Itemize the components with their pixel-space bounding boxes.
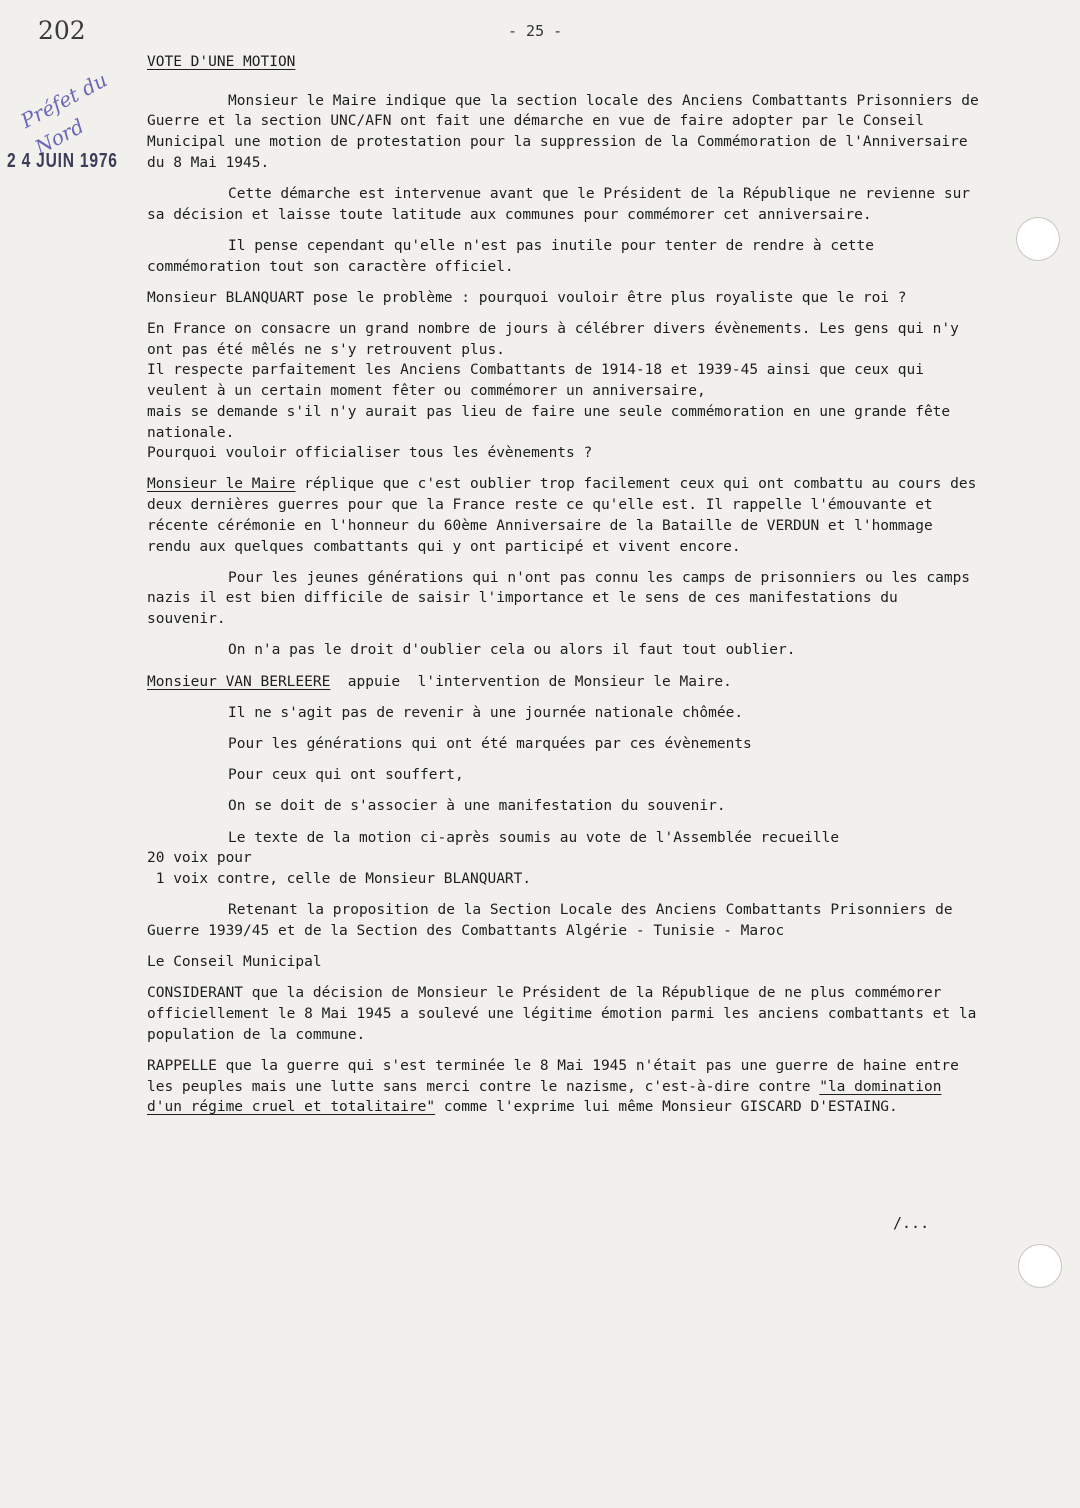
- rappelle-text: RAPPELLE que la guerre qui s'est terminée le 8 Mai 1945 n'était pas une guerre de haine entre les peuples mais une lutte sans merci contre le nazisme, c'est-à-dire contre: [147, 1057, 959, 1095]
- remark-line-2: Il respecte parfaitement les Anciens Combattants de 1914-18 et 1939-45 ainsi que ceux qui veulent à un certain moment fêter ou commémorer un anniversaire,: [147, 362, 924, 400]
- paragraph-3: Il pense cependant qu'elle n'est pas inutile pour tenter de rendre à cette commémoration tout son caractère officiel.: [147, 237, 875, 275]
- paragraph-rappelle: [147, 1056, 982, 1118]
- paragraph-conseil: Le Conseil Municipal: [147, 954, 322, 971]
- remark-line-3: mais se demande s'il n'y aurait pas lieu de faire une seule commémoration en une grande fête nationale.: [147, 403, 951, 441]
- vote-intro: Le texte de la motion ci-après soumis au vote de l'Assemblée recueille: [228, 829, 840, 846]
- stamp-script-text: Préfet du Nord: [16, 67, 112, 160]
- maire-reply-text: réplique que c'est oublier trop facilement ceux qui ont combattu au cours des deux dernières guerres pour que la France reste ce qu'elle est. Il rappelle l'émouvante et récente cérémonie en l'honneur du 60ème Anniversaire de la Bataille de VERDUN et l'hommage rendu aux quelques combattants qui y ont participé et vivent encore.: [147, 476, 977, 555]
- rappelle-quote: "la domination d'un régime cruel et totalitaire": [147, 1078, 942, 1116]
- punch-hole-top: [1016, 217, 1060, 261]
- paragraph-suffered: Pour ceux qui ont souffert,: [228, 767, 464, 784]
- paragraph-not-forget: On n'a pas le droit d'oublier cela ou alors il faut tout oublier.: [228, 642, 796, 659]
- paragraph-considerant: CONSIDERANT que la décision de Monsieur le Président de la République de ne plus commémorer officiellement le 8 Mai 1945 a soulevé une légitime émotion parmi les anciens combattants et la population de la commune.: [147, 985, 977, 1043]
- remark-line-4: Pourquoi vouloir officialiser tous les évènements ?: [147, 445, 593, 462]
- document-body: [147, 52, 982, 1129]
- remark-line-1: En France on consacre un grand nombre de jours à célébrer divers évènements. Les gens qui n'y ont pas été mêlés ne s'y retrouvent plus.: [147, 321, 959, 358]
- speaker-van-berleere: Monsieur VAN BERLEERE: [147, 673, 331, 690]
- van-berleere-text: appuie l'intervention de Monsieur le Maire.: [330, 673, 732, 690]
- continuation-mark: /...: [893, 1214, 930, 1232]
- handwritten-page-number: 202: [38, 16, 86, 45]
- speaker-maire: Monsieur le Maire: [147, 476, 296, 493]
- paragraph-associate: On se doit de s'associer à une manifestation du souvenir.: [228, 798, 726, 815]
- paragraph-blanquart-remarks: [147, 319, 982, 464]
- date-stamp: 2 4 JUIN 1976: [7, 150, 118, 172]
- paragraph-1: Monsieur le Maire indique que la section locale des Anciens Combattants Prisonniers de Guerre et la section UNC/AFN ont fait une démarche en vue de faire adopter par le Conseil Municipal une motion de protestation pour la suppression de la Commémoration de l'Anniversaire du 8 Mai 1945.: [147, 92, 979, 171]
- paragraph-2: Cette démarche est intervenue avant que le Président de la République ne revienne sur sa décision et laisse toute latitude aux communes pour commémorer cet anniversaire.: [147, 186, 971, 223]
- paragraph-van-berleere: [147, 672, 982, 693]
- paragraph-vote: [147, 828, 982, 890]
- paragraph-young-generations: Pour les jeunes générations qui n'ont pas connu les camps de prisonniers ou les camps nazis il est bien difficile de saisir l'importance et le sens de ces manifestations du souvenir.: [147, 569, 971, 628]
- paragraph-maire-reply: [147, 474, 982, 557]
- punch-hole-bottom: [1018, 1244, 1062, 1288]
- vote-for: 20 voix pour: [147, 850, 252, 867]
- section-title: VOTE D'UNE MOTION: [147, 54, 296, 70]
- vote-against: 1 voix contre, celle de Monsieur BLANQUART.: [147, 871, 532, 887]
- paragraph-not-holiday: Il ne s'agit pas de revenir à une journée nationale chômée.: [228, 704, 744, 721]
- paragraph-generations: Pour les générations qui ont été marquées par ces évènements: [228, 735, 752, 752]
- paragraph-retenant: Retenant la proposition de la Section Locale des Anciens Combattants Prisonniers de Guerre 1939/45 et de la Section des Combattants Algérie - Tunisie - Maroc: [147, 902, 953, 939]
- page-number: - 25 -: [508, 22, 563, 40]
- rappelle-end: comme l'exprime lui même Monsieur GISCARD D'ESTAING.: [435, 1099, 898, 1116]
- paragraph-blanquart: Monsieur BLANQUART pose le problème : pourquoi vouloir être plus royaliste que le roi ?: [147, 289, 907, 306]
